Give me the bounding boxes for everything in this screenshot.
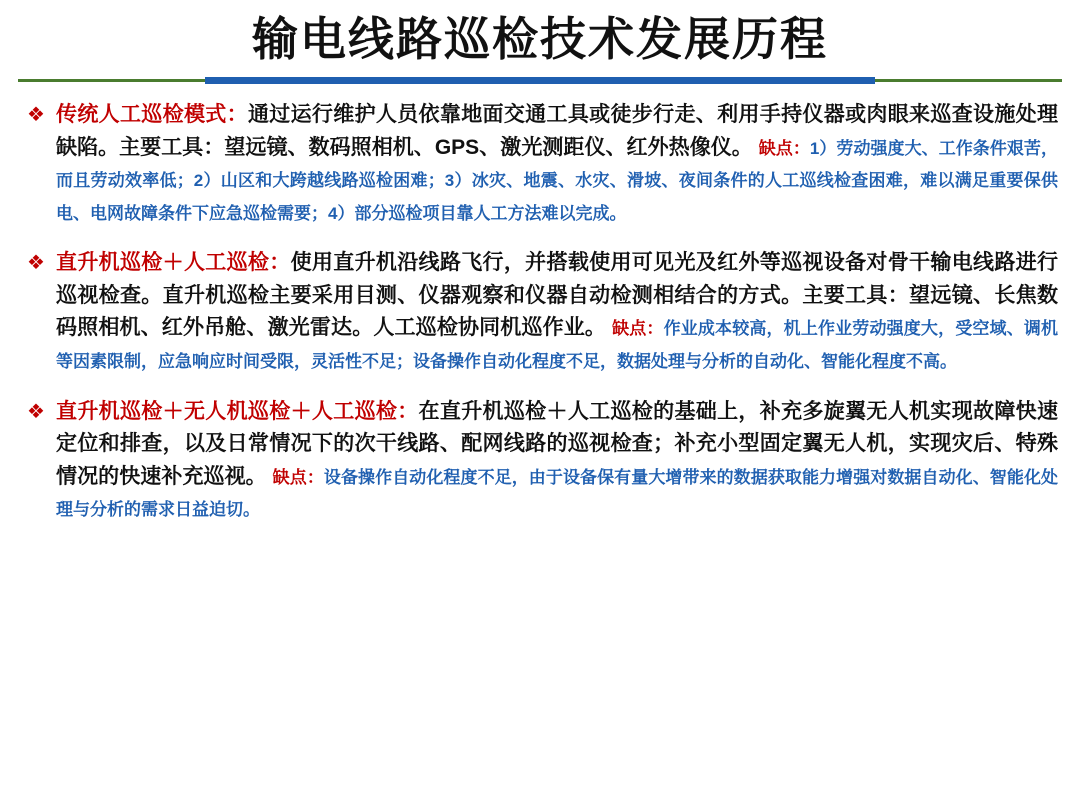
diamond-bullet-icon: ❖ [27,104,45,127]
bullet-separator-3: ： [397,399,419,423]
bullet-item-3 [22,396,1058,526]
defect-text-3: 设备操作自动化程度不足，由于设备保有量大增带来的数据获取能力增强对数据自动化、智能化处理与分析的需求日益迫切。 [56,467,1059,520]
bullet-separator-1: ： [226,103,248,127]
bullet-item-1 [22,99,1058,229]
divider-blue [205,77,875,84]
diamond-bullet-icon: ❖ [27,252,45,275]
bullet-paragraph-3 [56,396,1058,526]
bullet-body-1: 通过运行维护人员依靠地面交通工具或徒步行走、利用手持仪器或肉眼来巡查设施处理缺陷。主要工具：望远镜、数码照相机、GPS、激光测距仪、红外热像仪。 [56,103,1058,159]
defect-label-2: 缺点： [612,319,664,339]
diamond-bullet-icon: ❖ [27,400,45,423]
bullet-lead-3: 直升机巡检＋无人机巡检＋人工巡检 [56,399,398,423]
title-divider [0,77,1080,85]
bullet-paragraph-1 [56,99,1058,229]
bullet-separator-2: ： [269,251,291,275]
title-area [0,0,1080,85]
bullet-lead-2: 直升机巡检＋人工巡检 [56,251,270,275]
defect-label-3: 缺点： [272,467,324,487]
content-area [0,85,1080,526]
bullet-body-2: 使用直升机沿线路飞行，并搭载使用可见光及红外等巡视设备对骨干输电线路进行巡视检查。直升机巡检主要采用目测、仪器观察和仪器自动检测相结合的方式。主要工具：望远镜、长焦数码照相机、红外吊舱、激光雷达。人工巡检协同机巡作业。 [56,251,1059,340]
bullet-item-2 [22,247,1058,377]
bullet-lead-1: 传统人工巡检模式 [56,103,227,127]
defect-text-2: 作业成本较高，机上作业劳动强度大，受空域、调机等因素限制，应急响应时间受限，灵活性不足；设备操作自动化程度不足，数据处理与分析的自动化、智能化程度不高。 [56,319,1059,372]
bullet-paragraph-2 [56,247,1058,377]
defect-text-1: 1）劳动强度大、工作条件艰苦，而且劳动效率低；2）山区和大跨越线路巡检困难；3）冰灾、地震、水灾、滑坡、夜间条件的人工巡线检查困难，难以满足重要保供电、电网故障条件下应急巡检需要；4）部分巡检项目靠人工方法难以完成。 [56,138,1058,223]
bullet-body-3: 在直升机巡检＋人工巡检的基础上，补充多旋翼无人机实现故障快速定位和排查，以及日常情况下的次干线路、配网线路的巡视检查；补充小型固定翼无人机，实现灾后、特殊情况的快速补充巡视。 [56,399,1059,488]
page-title: 输电线路巡检技术发展历程 [252,13,828,65]
defect-label-1: 缺点： [758,138,810,158]
